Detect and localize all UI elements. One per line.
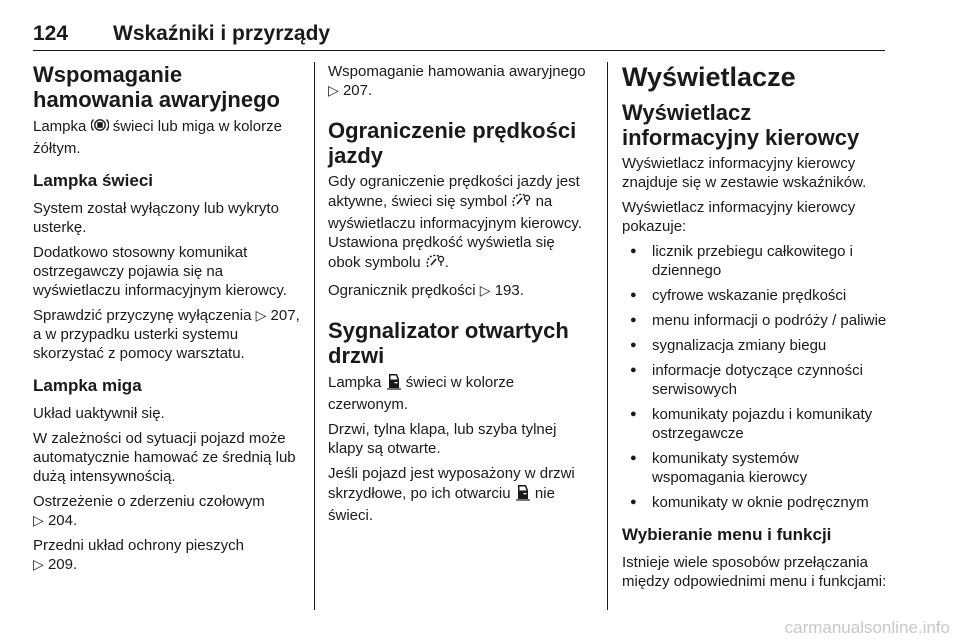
page-number: 124 bbox=[33, 22, 69, 45]
page-header bbox=[33, 22, 885, 52]
text: Jeśli pojazd jest wyposażony w drzwi skrzydłowe, po ich otwarciu bbox=[328, 465, 575, 502]
text: Wspomaganie hamowania awaryjnego bbox=[328, 63, 586, 80]
list-item: ● komunikaty w oknie podręcznym bbox=[622, 493, 892, 512]
page-ref-link[interactable]: 204. bbox=[47, 512, 78, 529]
text: Ogranicznik prędkości bbox=[328, 282, 480, 299]
door-open-icon bbox=[515, 483, 531, 506]
sub-heading: Wybieranie menu i funkcji bbox=[622, 525, 832, 544]
column-divider bbox=[607, 62, 608, 610]
sub-heading: Lampka świeci bbox=[33, 171, 154, 190]
watermark: carmanualsonline.info bbox=[784, 618, 950, 637]
page-ref-link[interactable]: 207 bbox=[270, 307, 296, 324]
page-ref-arrow-icon: ▷ bbox=[33, 512, 44, 528]
page-ref-arrow-icon: ▷ bbox=[255, 307, 267, 323]
paragraph: Wyświetlacz informacyjny kierowcy znajduje się w zestawie wskaźników. bbox=[622, 155, 867, 191]
column-1 bbox=[33, 62, 305, 580]
paragraph: W zależności od sytuacji pojazd może automatycznie hamować ze średnią lub dużą intensywnością. bbox=[33, 430, 296, 485]
list-item: ● sygnalizacja zmiany biegu bbox=[622, 336, 892, 355]
list-item: ● menu informacji o podróży / paliwie bbox=[622, 311, 892, 330]
header-title: Wskaźniki i przyrządy bbox=[113, 22, 331, 45]
list-item: ● licznik przebiegu całkowitego i dziennego bbox=[622, 242, 892, 280]
text: . bbox=[444, 254, 449, 271]
section-heading: Ograniczenie prędkości jazdy bbox=[328, 118, 577, 168]
list-item: ● cyfrowe wskazanie prędkości bbox=[622, 286, 892, 305]
paragraph bbox=[328, 62, 590, 100]
list-item: ● komunikaty systemów wspomagania kierowcy bbox=[622, 449, 892, 487]
section-heading: Sygnalizator otwartych drzwi bbox=[328, 318, 569, 368]
brake-assist-lamp-icon bbox=[91, 116, 109, 139]
sub-heading: Lampka miga bbox=[33, 376, 142, 395]
paragraph: System został wyłączony lub wykryto usterkę. bbox=[33, 200, 279, 236]
text: , a w przypadku usterki systemu skorzystać z pomocy warsztatu. bbox=[33, 307, 300, 362]
text: nie świeci. bbox=[328, 485, 555, 524]
paragraph bbox=[328, 281, 590, 300]
paragraph: Wyświetlacz informacyjny kierowcy pokazuje: bbox=[622, 199, 856, 235]
paragraph bbox=[33, 306, 305, 363]
speed-limiter-icon bbox=[425, 252, 445, 275]
list-item: ● informacje dotyczące czynności serwisowych bbox=[622, 361, 892, 399]
paragraph bbox=[328, 172, 590, 275]
paragraph: Istnieje wiele sposobów przełączania między odpowiednimi menu i funkcjami: bbox=[622, 554, 887, 590]
text: na wyświetlaczu informacyjnym kierowcy. Ustawiona prędkość wyświetla się obok symbolu bbox=[328, 193, 582, 271]
text: świeci w kolorze czerwonym. bbox=[328, 374, 515, 413]
paragraph: Dodatkowo stosowny komunikat ostrzegawczy pojawia się na wyświetlaczu informacyjnym kierowcy. bbox=[33, 244, 287, 299]
door-open-icon bbox=[386, 372, 402, 395]
text: Ostrzeżenie o zderzeniu czołowym bbox=[33, 493, 265, 510]
bullet-list bbox=[622, 242, 892, 512]
page-ref-link[interactable]: 207. bbox=[342, 82, 373, 99]
header-rule bbox=[33, 50, 885, 51]
paragraph: Układ uaktywnił się. bbox=[33, 405, 165, 422]
column-2 bbox=[328, 62, 590, 531]
section-heading: Wspomaganie hamowania awaryjnego bbox=[33, 62, 280, 112]
text: Lampka bbox=[328, 374, 386, 391]
text: Gdy ograniczenie prędkości jazdy jest aktywne, świeci się symbol bbox=[328, 173, 580, 210]
paragraph: Drzwi, tylna klapa, lub szyba tylnej klapy są otwarte. bbox=[328, 421, 557, 457]
page-ref-link[interactable]: 209. bbox=[47, 556, 78, 573]
page-ref-arrow-icon: ▷ bbox=[479, 282, 491, 298]
column-3 bbox=[622, 62, 892, 597]
paragraph bbox=[328, 464, 590, 525]
speed-limiter-icon bbox=[511, 191, 531, 214]
paragraph bbox=[33, 492, 305, 530]
section-heading: Wyświetlacz informacyjny kierowcy bbox=[622, 100, 860, 150]
text: Lampka bbox=[33, 118, 91, 135]
page-ref-arrow-icon: ▷ bbox=[33, 556, 44, 572]
list-item: ● komunikaty pojazdu i komunikaty ostrzegawcze bbox=[622, 405, 892, 443]
column-divider bbox=[314, 62, 315, 610]
page-ref-arrow-icon: ▷ bbox=[328, 82, 339, 98]
text: Przedni układ ochrony pieszych bbox=[33, 537, 244, 554]
paragraph bbox=[33, 116, 305, 158]
text: świeci lub miga w kolorze żółtym. bbox=[33, 118, 282, 157]
page-ref-link[interactable]: 193. bbox=[494, 282, 524, 299]
paragraph bbox=[328, 372, 590, 414]
chapter-heading: Wyświetlacze bbox=[622, 62, 796, 92]
text: Sprawdzić przyczynę wyłączenia bbox=[33, 307, 256, 324]
paragraph bbox=[33, 536, 305, 574]
